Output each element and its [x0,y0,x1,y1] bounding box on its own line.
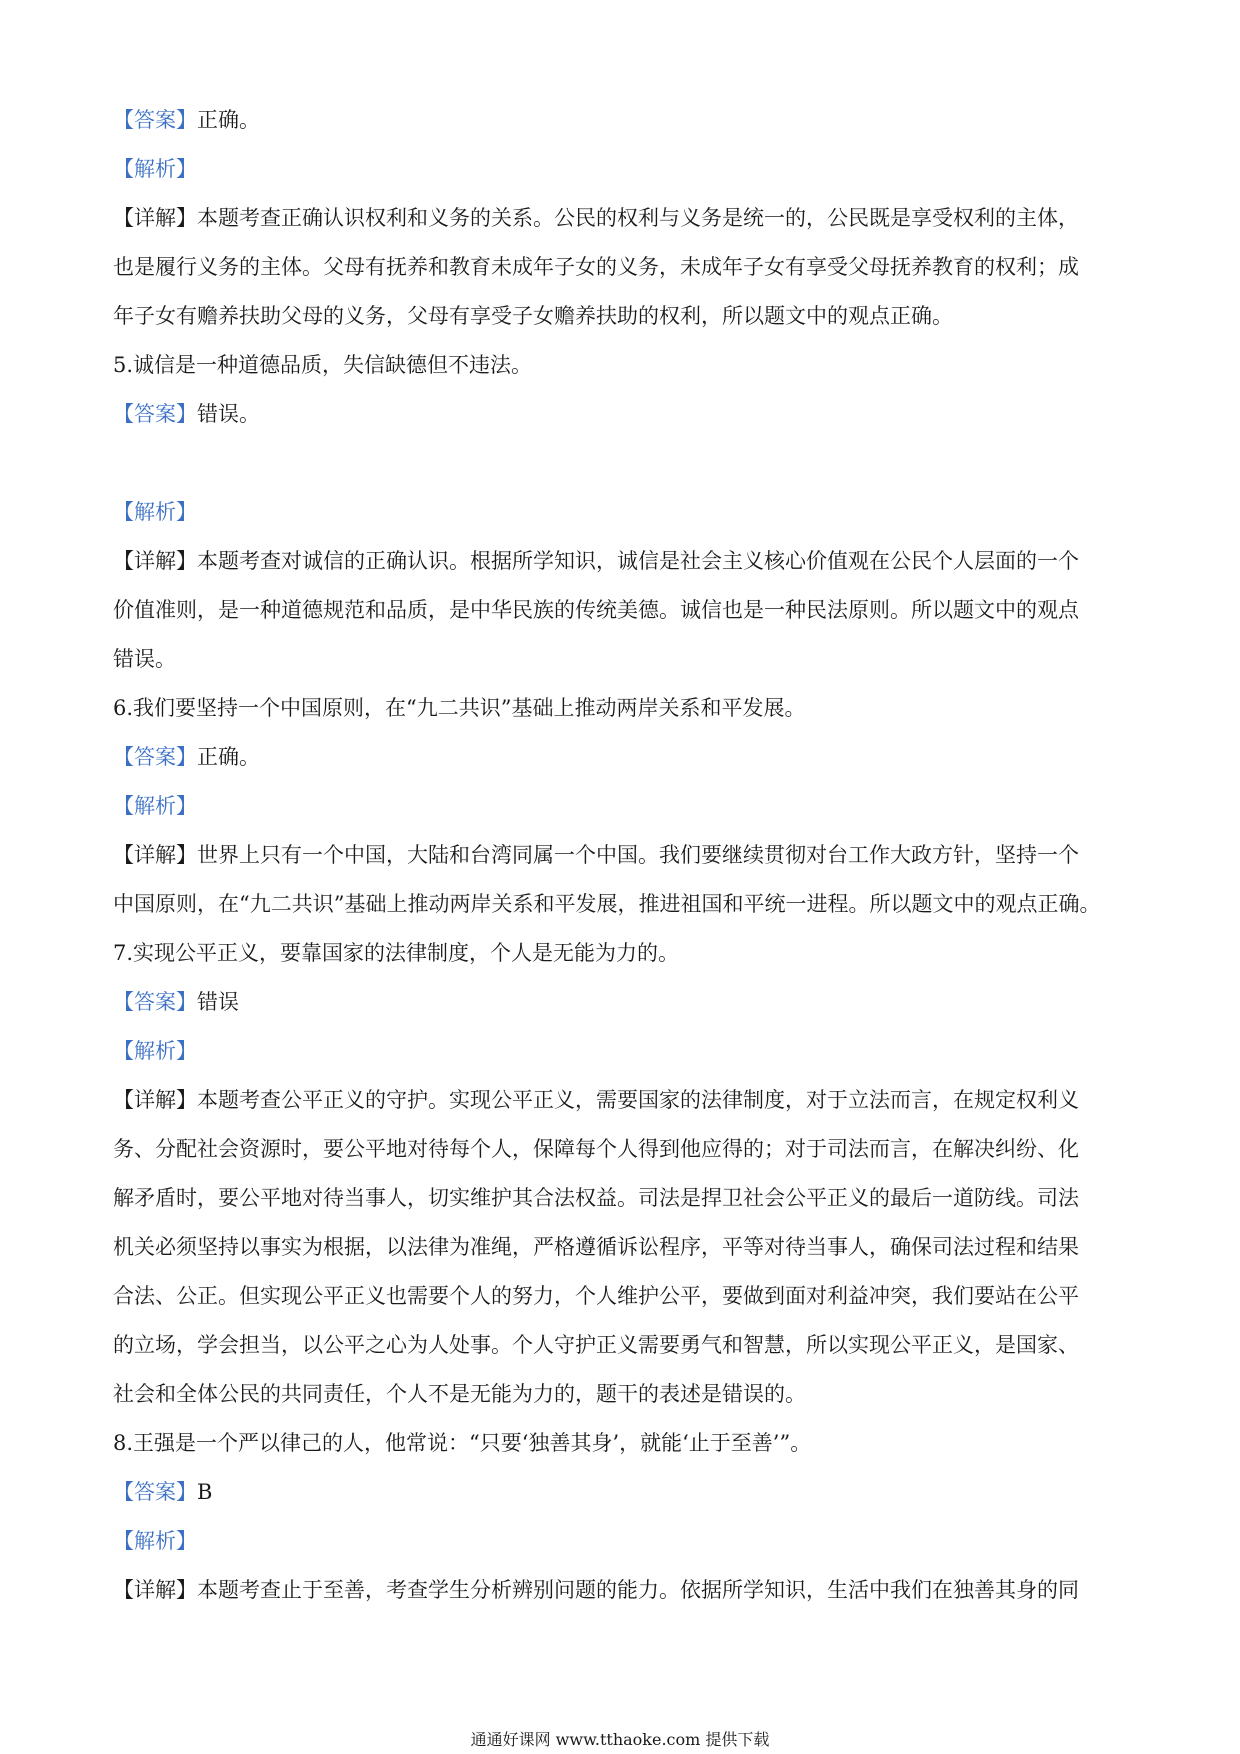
q7-question: 7.实现公平正义，要靠国家的法律制度，个人是无能为力的。 [113,941,680,965]
q7-detail-line: 合法、公正。但实现公平正义也需要个人的努力，个人维护公平，要做到面对利益冲突，我们要站在公平 [113,1284,1079,1308]
analysis-tag: 【解析】 [113,157,197,181]
q6-detail-text: 世界上只有一个中国，大陆和台湾同属一个中国。我们要继续贯彻对台工作大政方针，坚持一个 [197,843,1079,867]
q8-detail-text: 本题考查止于至善，考查学生分析辨别问题的能力。依据所学知识，生活中我们在独善其身的同 [197,1578,1079,1602]
q7-detail-line: 机关必须坚持以事实为根据，以法律为准绳，严格遵循诉讼程序，平等对待当事人，确保司法过程和结果 [113,1235,1079,1259]
q5-answer: 错误。 [197,402,260,426]
answer-tag: 【答案】 [113,1480,197,1504]
detail-tag: 【详解】 [113,549,197,573]
q6-detail-line: 中国原则，在“九二共识”基础上推动两岸关系和平发展，推进祖国和平统一进程。所以题文中的观点正确。 [113,892,1101,916]
q7-detail-line: 社会和全体公民的共同责任，个人不是无能为力的，题干的表述是错误的。 [113,1382,806,1406]
analysis-tag: 【解析】 [113,500,197,524]
analysis-tag: 【解析】 [113,1529,197,1553]
document-body [113,96,1131,1615]
q5-detail-text: 本题考查对诚信的正确认识。根据所学知识，诚信是社会主义核心价值观在公民个人层面的一个 [197,549,1079,573]
q7-answer-line [113,978,1131,1027]
q4-detail-text: 本题考查正确认识权利和义务的关系。公民的权利与义务是统一的，公民既是享受权利的主体， [197,206,1079,230]
q6-answer: 正确。 [197,745,260,769]
detail-tag: 【详解】 [113,206,197,230]
q4-answer: 正确。 [197,108,260,132]
q8-question: 8.王强是一个严以律己的人，他常说：“只要‘独善其身’，就能‘止于至善’”。 [113,1431,812,1455]
q7-detail-text: 本题考查公平正义的守护。实现公平正义，需要国家的法律制度，对于立法而言，在规定权利义 [197,1088,1079,1112]
q4-detail-line [113,194,1131,243]
page-footer: 通通好课网 www.tthaoke.com 提供下载 [470,1730,770,1749]
q7-detail-line: 解矛盾时，要公平地对待当事人，切实维护其合法权益。司法是捍卫社会公平正义的最后一道防线。司法 [113,1186,1079,1210]
q5-answer-line [113,390,1131,439]
blank-gap [113,439,1131,488]
q6-detail-line [113,831,1131,880]
q4-detail-line: 也是履行义务的主体。父母有抚养和教育未成年子女的义务，未成年子女有享受父母抚养教育的权利；成 [113,255,1079,279]
q7-detail-line [113,1076,1131,1125]
answer-tag: 【答案】 [113,990,197,1014]
analysis-tag: 【解析】 [113,794,197,818]
q4-detail-line: 年子女有赡养扶助父母的义务，父母有享受子女赡养扶助的权利，所以题文中的观点正确。 [113,304,953,328]
q8-detail-line [113,1566,1131,1615]
detail-tag: 【详解】 [113,1578,197,1602]
q7-analysis-line [113,1027,1131,1076]
detail-tag: 【详解】 [113,843,197,867]
q5-question: 5.诚信是一种道德品质，失信缺德但不违法。 [113,353,533,377]
q4-analysis-line [113,145,1131,194]
q7-detail-line: 务、分配社会资源时，要公平地对待每个人，保障每个人得到他应得的；对于司法而言，在解决纠纷、化 [113,1137,1079,1161]
q8-answer: B [197,1480,213,1504]
q8-answer-line [113,1468,1131,1517]
q6-answer-line [113,733,1131,782]
q5-detail-line: 错误。 [113,647,176,671]
q4-answer-line [113,96,1131,145]
answer-tag: 【答案】 [113,108,197,132]
q5-detail-line [113,537,1131,586]
q7-answer: 错误 [197,990,239,1014]
q5-analysis-line [113,488,1131,537]
analysis-tag: 【解析】 [113,1039,197,1063]
detail-tag: 【详解】 [113,1088,197,1112]
q5-detail-line: 价值准则，是一种道德规范和品质，是中华民族的传统美德。诚信也是一种民法原则。所以题文中的观点 [113,598,1079,622]
q8-analysis-line [113,1517,1131,1566]
q7-detail-line: 的立场，学会担当，以公平之心为人处事。个人守护正义需要勇气和智慧，所以实现公平正义，是国家、 [113,1333,1079,1357]
answer-tag: 【答案】 [113,402,197,426]
q6-question: 6.我们要坚持一个中国原则，在“九二共识”基础上推动两岸关系和平发展。 [113,696,806,720]
answer-tag: 【答案】 [113,745,197,769]
q6-analysis-line [113,782,1131,831]
